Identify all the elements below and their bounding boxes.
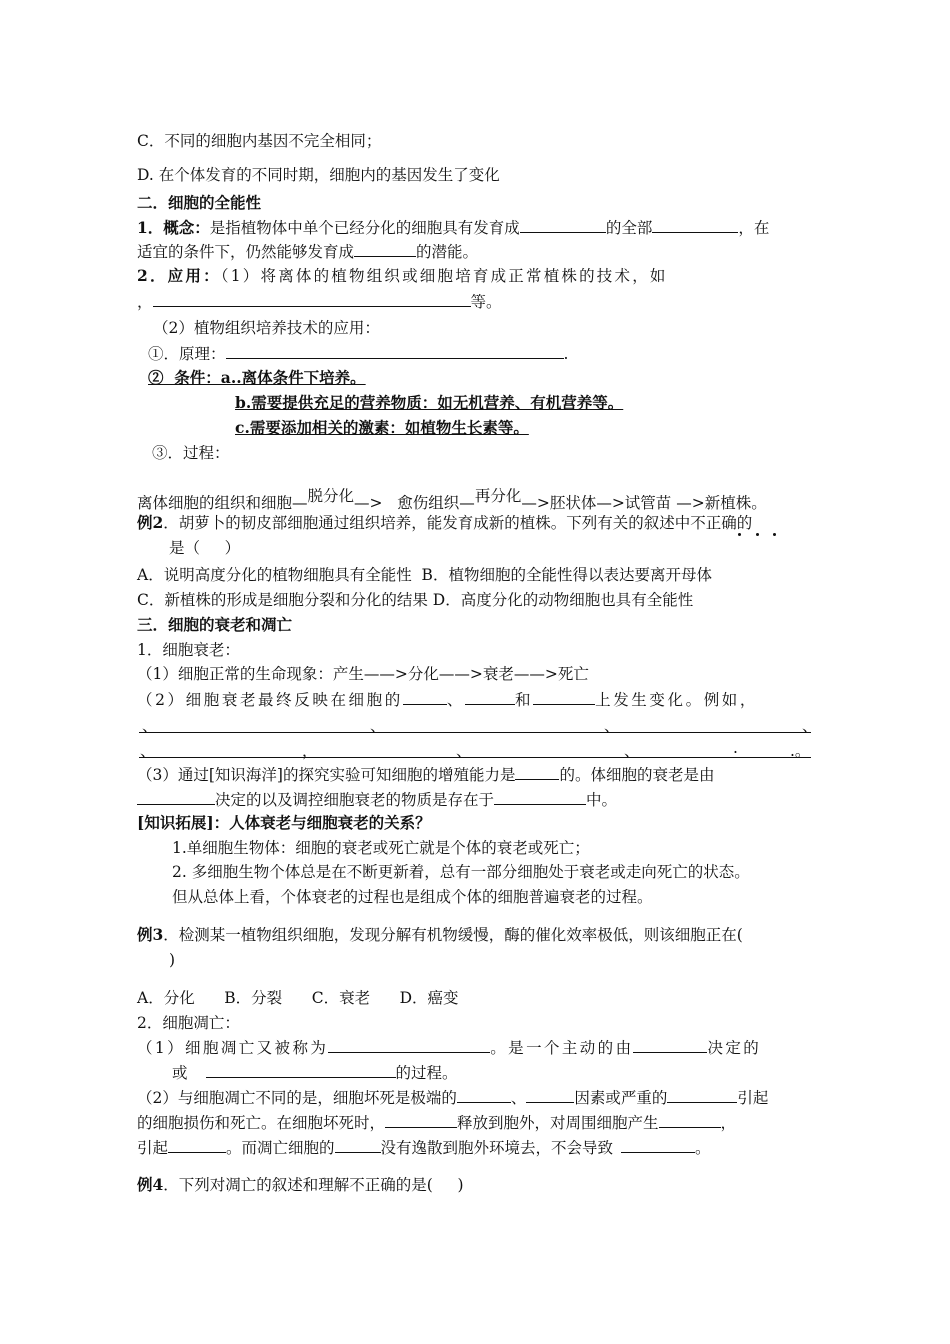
apop4-b: 释放到胞外，对周围细胞产生 (457, 1114, 659, 1132)
aging2-d: 上发生变化。例如， (595, 691, 758, 709)
condition-a: 条件：a..离体条件下培养。 (163, 368, 366, 387)
apoptosis-title: 2．细胞凋亡： (137, 1014, 240, 1032)
example-3-options: A．分化 B．分裂 C．衰老 D．癌变 (137, 989, 459, 1007)
emphasis-dot (773, 533, 776, 536)
principle-label: ①．原理： (148, 345, 226, 363)
example-4-line (137, 1175, 464, 1195)
separator: 、 (456, 742, 472, 760)
separator: 、 (624, 742, 640, 760)
apop2-a: 或 (172, 1064, 188, 1082)
example-3-text: ．检测某一植物组织细胞，发现分解有机物缓慢，酶的催化效率极低，则该细胞正在( (163, 926, 743, 944)
separator: 、 (140, 742, 156, 760)
apop4-c: ， (720, 1114, 737, 1132)
aging-title: 1．细胞衰老： (137, 641, 240, 659)
answer-line (139, 757, 811, 758)
condition-line-b (153, 393, 623, 413)
apop2-b: 的过程。 (395, 1064, 458, 1082)
application2-text-b: 等。 (470, 293, 502, 311)
separator: 、 (802, 717, 818, 735)
condition-c: c.需要添加相关的激素：如植物生长素等。 (235, 418, 529, 437)
aging-line-1: （1）细胞正常的生命现象：产生——>分化——>衰老——>死亡 (137, 665, 589, 683)
apop5-a: 引起 (137, 1139, 169, 1157)
separator: .。 (790, 742, 811, 760)
apop1-b: 。是一个主动的由 (490, 1039, 634, 1057)
apoptosis-line-5 (137, 1137, 711, 1158)
flow-redifferentiation: 再分化 (474, 487, 522, 505)
answer-line (139, 732, 811, 733)
condition-line-a (148, 368, 366, 388)
emphasis-dot (756, 533, 759, 536)
application-text: （1）将离体的植物组织或细胞培育成正常植株的技术，如 (220, 267, 668, 285)
example-3-line-1 (137, 925, 743, 945)
flow-dedifferentiation: 脱分化 (307, 487, 355, 505)
blank (153, 291, 471, 307)
blank (385, 1112, 457, 1128)
blank (526, 1087, 574, 1103)
condition-b: b.需要提供充足的营养物质：如无机营养、有机营养等。 (235, 393, 624, 412)
blank (652, 217, 738, 233)
blank (226, 343, 564, 359)
principle-end: . (563, 345, 569, 363)
concept-line-2 (137, 241, 478, 262)
flow-a: 离体细胞的组织和细胞— (137, 494, 308, 512)
apop3-c: 因素或严重的 (574, 1089, 668, 1107)
blank (515, 764, 559, 780)
blank (335, 1137, 381, 1153)
apoptosis-line-1 (137, 1037, 761, 1058)
application-line-3: （2）植物组织培养技术的应用： (153, 319, 380, 337)
apop5-d: 。 (695, 1139, 711, 1157)
concept-label: 1．概念： (137, 218, 210, 237)
blank (153, 418, 235, 433)
application2-text-a: ， (137, 293, 153, 311)
example-2-line-2: 是（ ） (169, 539, 241, 557)
aging2-a: （2）细胞衰老最终反映在细胞的 (137, 691, 403, 709)
example-3-label: 例3 (137, 925, 164, 944)
concept-line-1 (137, 217, 769, 238)
apop1-a: （1）细胞凋亡又被称为 (137, 1039, 329, 1057)
blank (520, 217, 606, 233)
section-3-title: 三．细胞的衰老和凋亡 (137, 615, 293, 634)
separator: ， (302, 742, 318, 760)
blank (328, 1037, 490, 1053)
blank (633, 1037, 707, 1053)
apop5-c: 没有逸散到胞外环境去，不会导致 (380, 1139, 614, 1157)
apop5-b: 。而凋亡细胞的 (226, 1139, 335, 1157)
blank (168, 1137, 226, 1153)
example-4-label: 例4 (137, 1175, 164, 1194)
aging-line-2 (137, 689, 758, 710)
application-line-1 (137, 266, 668, 286)
aging-line-3 (137, 764, 714, 785)
principle-line (148, 343, 568, 364)
flow-line (137, 487, 767, 513)
blank (659, 1112, 721, 1128)
extension-title: [知识拓展]：人体衰老与细胞衰老的关系？ (137, 813, 431, 832)
separator: 、 (142, 717, 158, 735)
process-label: ③．过程： (152, 444, 230, 462)
example-2-line-1 (137, 513, 752, 533)
concept-text-c: ，在 (738, 219, 770, 237)
extension-line-1: 1.单细胞生物体：细胞的衰老或死亡就是个体的衰老或死亡； (172, 839, 590, 857)
blank (667, 1087, 737, 1103)
blank (206, 1062, 396, 1078)
apop4-a: 的细胞损伤和死亡。在细胞坏死时， (137, 1114, 386, 1132)
apop1-c: 决定的 (707, 1039, 762, 1057)
concept-text-a: 是指植物体中单个已经分化的细胞具有发育成 (209, 219, 520, 237)
aging3-a: （3）通过[知识海洋]的探究实验可知细胞的增殖能力是 (137, 766, 516, 784)
section-2-title: 二．细胞的全能性 (137, 193, 262, 212)
option-d: D. 在个体发育的不同时期，细胞内的基因发生了变化 (137, 166, 500, 184)
example-4-text: ．下列对凋亡的叙述和理解不正确的是( ) (163, 1176, 464, 1194)
condition-line-c (153, 418, 529, 438)
blank (403, 689, 447, 705)
apoptosis-line-4 (137, 1112, 736, 1133)
example-3-line-2: ) (169, 951, 176, 969)
extension-line-2: 2. 多细胞生物个体总是在不断更新着，总有一部分细胞处于衰老或走向死亡的状态。 (172, 863, 750, 881)
flow-c: —> 愈伤组织— (354, 494, 475, 512)
blank (533, 689, 595, 705)
concept2-text-a: 适宜的条件下，仍然能够发育成 (137, 243, 355, 261)
application-label: 2．应用： (137, 266, 221, 285)
extension-line-3: 但从总体上看，个体衰老的过程也是组成个体的细胞普遍衰老的过程。 (172, 888, 653, 906)
blank (354, 241, 416, 257)
concept2-text-b: 的潜能。 (416, 243, 479, 261)
separator: . (733, 739, 738, 757)
apoptosis-line-2 (172, 1062, 458, 1083)
option-c: C．不同的细胞内基因不完全相同； (137, 132, 382, 150)
emphasis-dot (738, 533, 741, 536)
blank (494, 789, 586, 805)
aging-line-4 (137, 789, 617, 810)
application-line-2 (137, 291, 502, 312)
aging2-b: 、 (446, 691, 465, 709)
aging4-a: 决定的以及调控细胞衰老的物质是存在于 (215, 791, 495, 809)
blank (457, 1087, 511, 1103)
separator: 、 (370, 717, 386, 735)
blank (621, 1137, 695, 1153)
condition-number: ② (148, 368, 164, 387)
aging3-b: 的。体细胞的衰老是由 (559, 766, 715, 784)
concept-text-b: 的全部 (605, 219, 653, 237)
blank (153, 393, 235, 408)
blank (465, 689, 515, 705)
example-2-text: ．胡萝卜的韧皮部细胞通过组织培养，能发育成新的植株。下列有关的叙述中不正确的 (163, 514, 753, 532)
flow-e: —>胚状体—>试管苗 —>新植株。 (521, 494, 767, 512)
apop3-b: 、 (510, 1089, 527, 1107)
blank (137, 789, 215, 805)
example-2-options-ab: A．说明高度分化的植物细胞具有全能性 B．植物细胞的全能性得以表达要离开母体 (137, 566, 712, 584)
aging4-b: 中。 (586, 791, 618, 809)
apoptosis-line-3 (137, 1087, 768, 1108)
example-2-label: 例2 (137, 513, 164, 532)
aging2-c: 和 (514, 691, 534, 709)
apop3-a: （2）与细胞凋亡不同的是，细胞坏死是极端的 (137, 1089, 457, 1107)
apop3-d: 引起 (737, 1089, 769, 1107)
separator: 、 (604, 717, 620, 735)
example-2-options-cd: C．新植株的形成是细胞分裂和分化的结果 D．高度分化的动物细胞也具有全能性 (137, 591, 694, 609)
